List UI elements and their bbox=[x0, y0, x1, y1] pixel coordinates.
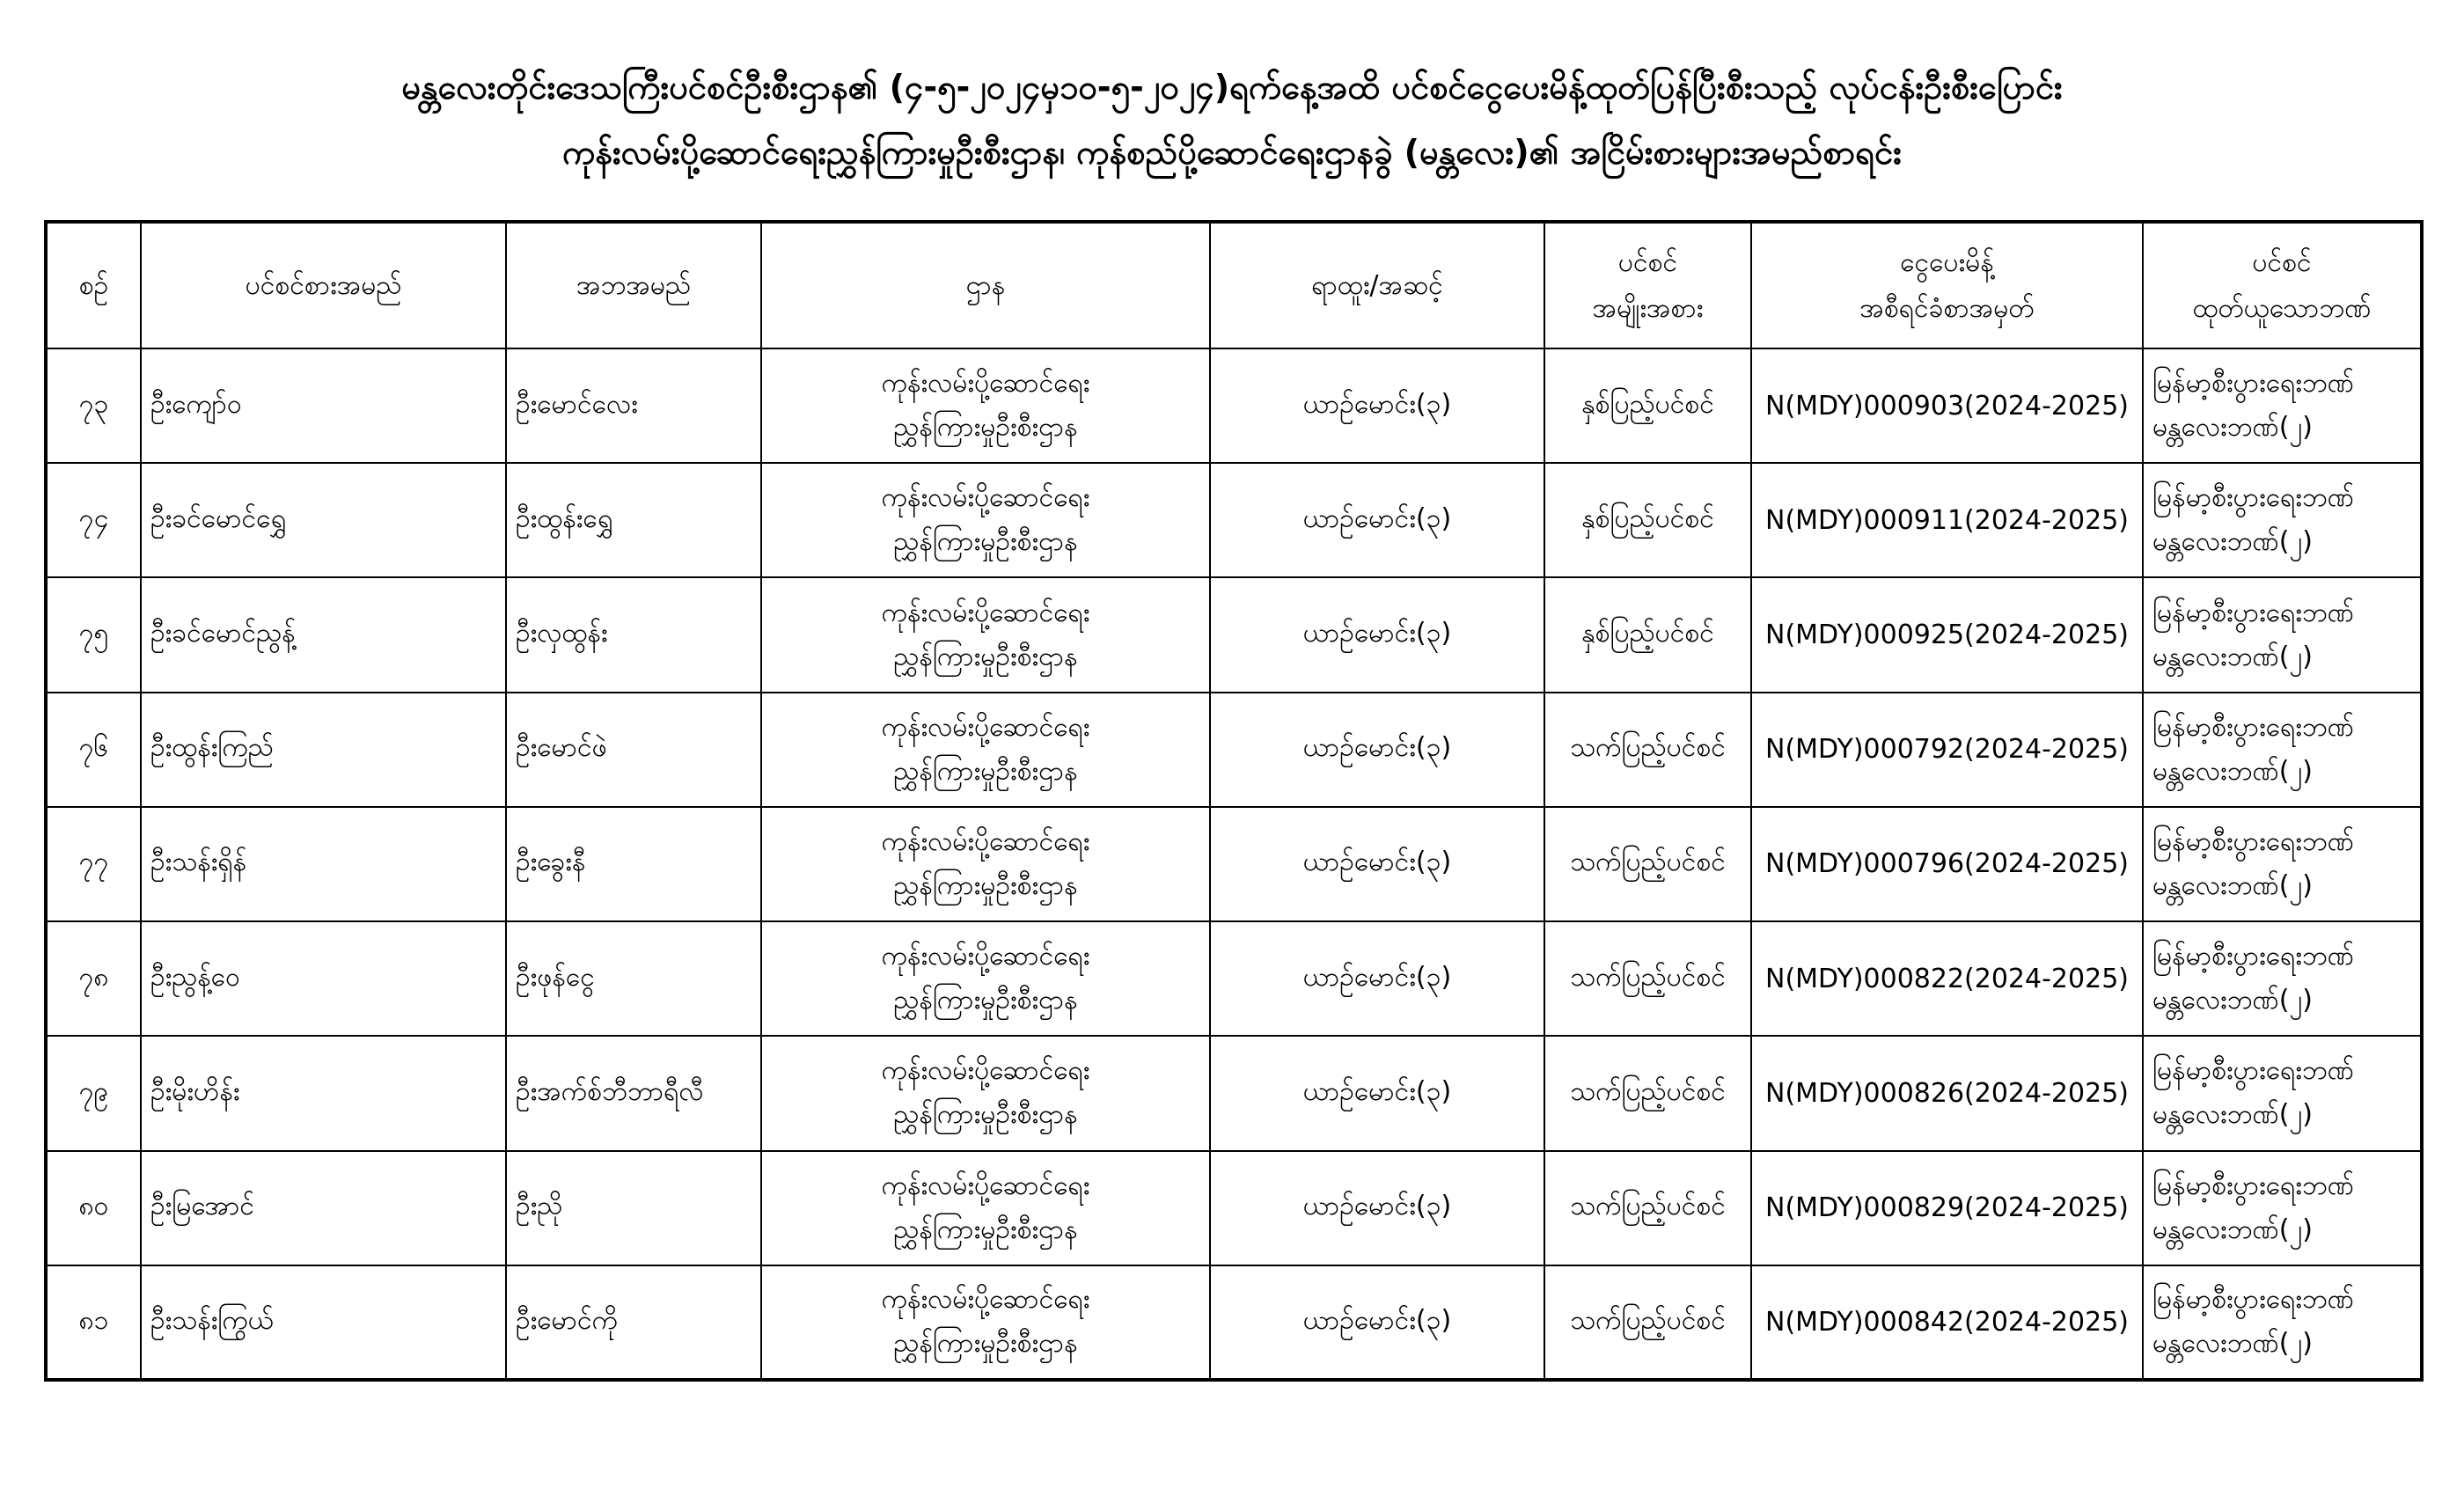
header-license bbox=[1751, 222, 2143, 348]
cell-bank-line2: မန္တလေးဘဏ်(၂) bbox=[2152, 985, 2313, 1016]
table-row bbox=[46, 577, 2422, 692]
cell-bank-line1: မြန်မာ့စီးပွားရေးဘဏ် bbox=[2152, 482, 2354, 514]
cell-dept-line1: ကုန်းလမ်းပို့ဆောင်ရေး bbox=[881, 1055, 1090, 1087]
cell-dept-line2: ညွှန်ကြားမှုဦးစီးဌာန bbox=[893, 526, 1078, 558]
cell-name: ဦးကျော်ဝ bbox=[141, 348, 506, 463]
table-header-row bbox=[46, 222, 2422, 348]
cell-bank-line1: မြန်မာ့စီးပွားရေးဘဏ် bbox=[2152, 711, 2354, 743]
header-license-line2: အစီရင်ခံစာအမှတ် bbox=[1859, 292, 2035, 324]
cell-bank bbox=[2143, 807, 2422, 921]
cell-name: ဦးခင်မောင်ညွန့် bbox=[141, 577, 506, 692]
cell-dept bbox=[761, 807, 1210, 921]
cell-license: N(MDY)000911(2024-2025) bbox=[1751, 463, 2143, 577]
cell-bank-line2: မန္တလေးဘဏ်(၂) bbox=[2152, 755, 2313, 787]
table-row bbox=[46, 1151, 2422, 1265]
cell-no: ၇၈ bbox=[46, 921, 141, 1036]
cell-name: ဦးထွန်းကြည် bbox=[141, 693, 506, 807]
cell-dept-line2: ညွှန်ကြားမှုဦးစီးဌာန bbox=[893, 869, 1078, 901]
cell-bank-line1: မြန်မာ့စီးပွားရေးဘဏ် bbox=[2152, 597, 2354, 628]
cell-name: ဦးမြအောင် bbox=[141, 1151, 506, 1265]
cell-dept-line1: ကုန်းလမ်းပို့ဆောင်ရေး bbox=[881, 368, 1090, 400]
cell-dept bbox=[761, 1151, 1210, 1265]
cell-license: N(MDY)000842(2024-2025) bbox=[1751, 1265, 2143, 1380]
title-line-1: မန္တလေးတိုင်းဒေသကြီးပင်စင်ဦးစီးဌာန၏ (၄-၅-၂၀၂၄မှ၁၀-၅-၂၀၂၄)ရက်နေ့အထိ ပင်စင်ငွေပေးမိန့်ထုတ်ပြန်ပြီးစီးသည့် လုပ်ငန်းဦးစီးပြောင်း bbox=[401, 68, 2063, 106]
cell-dept bbox=[761, 1265, 1210, 1380]
cell-type: သက်ပြည့်ပင်စင် bbox=[1544, 807, 1751, 921]
cell-type: သက်ပြည့်ပင်စင် bbox=[1544, 1036, 1751, 1150]
cell-dept-line1: ကုန်းလမ်းပို့ဆောင်ရေး bbox=[881, 1284, 1090, 1316]
cell-dept-line2: ညွှန်ကြားမှုဦးစီးဌာန bbox=[893, 985, 1078, 1016]
header-rank: ရာထူး/အဆင့် bbox=[1210, 222, 1544, 348]
header-name: ပင်စင်စားအမည် bbox=[141, 222, 506, 348]
cell-bank-line1: မြန်မာ့စီးပွားရေးဘဏ် bbox=[2152, 1055, 2354, 1087]
cell-license: N(MDY)000796(2024-2025) bbox=[1751, 807, 2143, 921]
cell-bank-line1: မြန်မာ့စီးပွားရေးဘဏ် bbox=[2152, 941, 2354, 972]
cell-father: ဦးမောင်ဖဲ bbox=[506, 693, 761, 807]
cell-bank bbox=[2143, 1036, 2422, 1150]
cell-dept bbox=[761, 463, 1210, 577]
cell-bank-line2: မန္တလေးဘဏ်(၂) bbox=[2152, 412, 2313, 444]
cell-rank: ယာဉ်မောင်း(၃) bbox=[1210, 348, 1544, 463]
cell-rank: ယာဉ်မောင်း(၃) bbox=[1210, 1265, 1544, 1380]
cell-rank: ယာဉ်မောင်း(၃) bbox=[1210, 693, 1544, 807]
cell-name: ဦးညွန့်ဝေ bbox=[141, 921, 506, 1036]
cell-type: သက်ပြည့်ပင်စင် bbox=[1544, 1151, 1751, 1265]
cell-bank-line2: မန္တလေးဘဏ်(၂) bbox=[2152, 526, 2313, 558]
cell-bank-line2: မန္တလေးဘဏ်(၂) bbox=[2152, 1214, 2313, 1245]
table-row bbox=[46, 1036, 2422, 1150]
cell-bank-line2: မန္တလေးဘဏ်(၂) bbox=[2152, 641, 2313, 672]
cell-father: ဦးလှထွန်း bbox=[506, 577, 761, 692]
cell-name: ဦးသန်းရှိန် bbox=[141, 807, 506, 921]
cell-license: N(MDY)000829(2024-2025) bbox=[1751, 1151, 2143, 1265]
header-dept: ဌာန bbox=[761, 222, 1210, 348]
cell-no: ၇၃ bbox=[46, 348, 141, 463]
cell-father: ဦးမောင်လေး bbox=[506, 348, 761, 463]
cell-license: N(MDY)000903(2024-2025) bbox=[1751, 348, 2143, 463]
table-row bbox=[46, 807, 2422, 921]
header-license-line1: ငွေပေးမိန့် bbox=[1900, 246, 1994, 278]
header-type-line1: ပင်စင် bbox=[1617, 246, 1678, 278]
cell-dept-line1: ကုန်းလမ်းပို့ဆောင်ရေး bbox=[881, 597, 1090, 628]
cell-bank-line1: မြန်မာ့စီးပွားရေးဘဏ် bbox=[2152, 1170, 2354, 1201]
cell-name: ဦးမိုးဟိန်း bbox=[141, 1036, 506, 1150]
table-row bbox=[46, 1265, 2422, 1380]
cell-dept-line2: ညွှန်ကြားမှုဦးစီးဌာန bbox=[893, 641, 1078, 672]
cell-father: ဦးထွန်းရွှေ bbox=[506, 463, 761, 577]
cell-no: ၇၇ bbox=[46, 807, 141, 921]
cell-dept bbox=[761, 348, 1210, 463]
cell-type: နှစ်ပြည့်ပင်စင် bbox=[1544, 348, 1751, 463]
cell-bank bbox=[2143, 1151, 2422, 1265]
cell-dept-line1: ကုန်းလမ်းပို့ဆောင်ရေး bbox=[881, 482, 1090, 514]
header-bank bbox=[2143, 222, 2422, 348]
cell-dept-line1: ကုန်းလမ်းပို့ဆောင်ရေး bbox=[881, 825, 1090, 857]
cell-dept-line2: ညွှန်ကြားမှုဦးစီးဌာန bbox=[893, 755, 1078, 787]
cell-bank bbox=[2143, 463, 2422, 577]
cell-no: ၇၄ bbox=[46, 463, 141, 577]
cell-type: သက်ပြည့်ပင်စင် bbox=[1544, 1265, 1751, 1380]
cell-bank-line2: မန္တလေးဘဏ်(၂) bbox=[2152, 1099, 2313, 1131]
cell-license: N(MDY)000826(2024-2025) bbox=[1751, 1036, 2143, 1150]
header-type-line2: အမျိုးအစား bbox=[1592, 292, 1704, 324]
cell-bank bbox=[2143, 921, 2422, 1036]
cell-name: ဦးခင်မောင်ရွှေ bbox=[141, 463, 506, 577]
cell-type: နှစ်ပြည့်ပင်စင် bbox=[1544, 463, 1751, 577]
cell-father: ဦးမောင်ကို bbox=[506, 1265, 761, 1380]
cell-rank: ယာဉ်မောင်း(၃) bbox=[1210, 463, 1544, 577]
cell-dept bbox=[761, 1036, 1210, 1150]
cell-no: ၈၁ bbox=[46, 1265, 141, 1380]
cell-license: N(MDY)000792(2024-2025) bbox=[1751, 693, 2143, 807]
cell-license: N(MDY)000925(2024-2025) bbox=[1751, 577, 2143, 692]
cell-bank-line2: မန္တလေးဘဏ်(၂) bbox=[2152, 1328, 2313, 1360]
header-bank-line2: ထုတ်ယူသောဘဏ် bbox=[2192, 292, 2372, 324]
cell-type: သက်ပြည့်ပင်စင် bbox=[1544, 921, 1751, 1036]
cell-no: ၇၉ bbox=[46, 1036, 141, 1150]
cell-dept-line2: ညွှန်ကြားမှုဦးစီးဌာန bbox=[893, 1099, 1078, 1131]
header-father: အဘအမည် bbox=[506, 222, 761, 348]
cell-dept bbox=[761, 577, 1210, 692]
header-bank-line1: ပင်စင် bbox=[2252, 246, 2312, 278]
cell-father: ဦးခွေးနီ bbox=[506, 807, 761, 921]
cell-bank bbox=[2143, 693, 2422, 807]
cell-no: ၇၆ bbox=[46, 693, 141, 807]
cell-dept-line2: ညွှန်ကြားမှုဦးစီးဌာန bbox=[893, 1214, 1078, 1245]
header-type bbox=[1544, 222, 1751, 348]
cell-type: သက်ပြည့်ပင်စင် bbox=[1544, 693, 1751, 807]
cell-dept bbox=[761, 921, 1210, 1036]
cell-bank bbox=[2143, 348, 2422, 463]
cell-bank bbox=[2143, 577, 2422, 692]
table-row bbox=[46, 921, 2422, 1036]
cell-rank: ယာဉ်မောင်း(၃) bbox=[1210, 1151, 1544, 1265]
cell-father: ဦးဖုန်ငွေ bbox=[506, 921, 761, 1036]
cell-dept-line1: ကုန်းလမ်းပို့ဆောင်ရေး bbox=[881, 941, 1090, 972]
cell-rank: ယာဉ်မောင်း(၃) bbox=[1210, 577, 1544, 692]
cell-dept-line2: ညွှန်ကြားမှုဦးစီးဌာန bbox=[893, 1328, 1078, 1360]
document-title bbox=[0, 55, 2464, 185]
cell-rank: ယာဉ်မောင်း(၃) bbox=[1210, 1036, 1544, 1150]
table-row bbox=[46, 463, 2422, 577]
cell-rank: ယာဉ်မောင်း(၃) bbox=[1210, 807, 1544, 921]
cell-bank-line1: မြန်မာ့စီးပွားရေးဘဏ် bbox=[2152, 368, 2354, 400]
header-no: စဉ် bbox=[46, 222, 141, 348]
cell-bank bbox=[2143, 1265, 2422, 1380]
cell-dept-line1: ကုန်းလမ်းပို့ဆောင်ရေး bbox=[881, 711, 1090, 743]
cell-type: နှစ်ပြည့်ပင်စင် bbox=[1544, 577, 1751, 692]
table-row bbox=[46, 348, 2422, 463]
title-line-2: ကုန်းလမ်းပို့ဆောင်ရေးညွှန်ကြားမှုဦးစီးဌာန၊ ကုန်စည်ပို့ဆောင်ရေးဌာနခွဲ (မန္တလေး)၏ အငြိမ်းစားများအမည်စာရင်း bbox=[562, 133, 1902, 172]
cell-dept-line1: ကုန်းလမ်းပို့ဆောင်ရေး bbox=[881, 1170, 1090, 1201]
table-row bbox=[46, 693, 2422, 807]
cell-father: ဦးအက်စ်ဘီဘာရီလီ bbox=[506, 1036, 761, 1150]
cell-dept bbox=[761, 693, 1210, 807]
cell-license: N(MDY)000822(2024-2025) bbox=[1751, 921, 2143, 1036]
cell-bank-line1: မြန်မာ့စီးပွားရေးဘဏ် bbox=[2152, 1284, 2354, 1316]
cell-dept-line2: ညွှန်ကြားမှုဦးစီးဌာန bbox=[893, 412, 1078, 444]
cell-bank-line2: မန္တလေးဘဏ်(၂) bbox=[2152, 869, 2313, 901]
cell-name: ဦးသန်းကြွယ် bbox=[141, 1265, 506, 1380]
cell-no: ၇၅ bbox=[46, 577, 141, 692]
cell-rank: ယာဉ်မောင်း(၃) bbox=[1210, 921, 1544, 1036]
pensioner-table bbox=[44, 220, 2424, 1382]
cell-father: ဦးညို bbox=[506, 1151, 761, 1265]
cell-bank-line1: မြန်မာ့စီးပွားရေးဘဏ် bbox=[2152, 825, 2354, 857]
cell-no: ၈၀ bbox=[46, 1151, 141, 1265]
